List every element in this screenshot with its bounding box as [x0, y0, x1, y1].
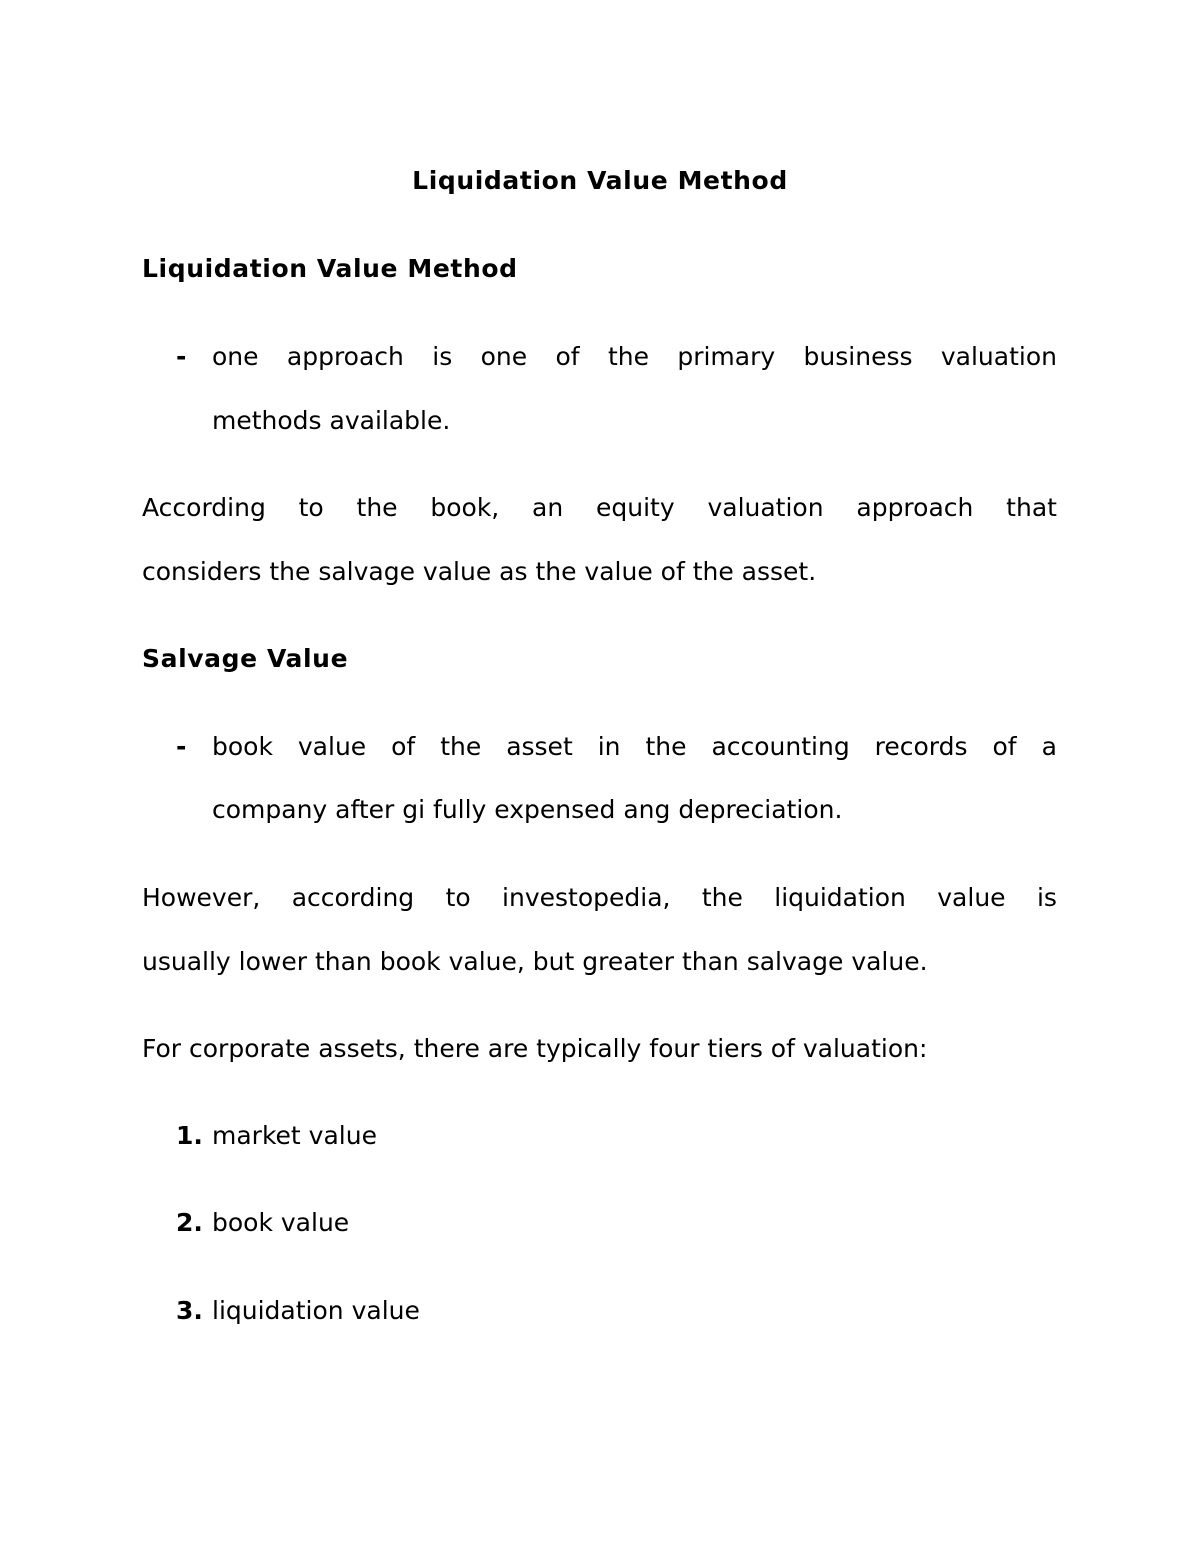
- paragraph-line: According to the book, an equity valuation approach that: [142, 493, 1057, 522]
- bullet-text-line: methods available.: [212, 406, 451, 435]
- list-number: 3.: [176, 1296, 203, 1325]
- paragraph-line: usually lower than book value, but greater than salvage value.: [142, 947, 928, 976]
- bullet-text-line: company after gi fully expensed ang depreciation.: [212, 795, 843, 824]
- list-item: liquidation value: [212, 1296, 420, 1325]
- list-item: book value: [212, 1208, 350, 1237]
- paragraph-line: However, according to investopedia, the liquidation value is: [142, 883, 1057, 912]
- list-number: 1.: [176, 1121, 203, 1150]
- bullet-text-line: book value of the asset in the accounting records of a: [212, 732, 1057, 761]
- paragraph-line: considers the salvage value as the value of the asset.: [142, 557, 817, 586]
- section-heading-liquidation: Liquidation Value Method: [142, 254, 518, 283]
- list-item: market value: [212, 1121, 377, 1150]
- document-title: Liquidation Value Method: [412, 166, 788, 195]
- section-heading-salvage: Salvage Value: [142, 644, 349, 673]
- bullet-marker: -: [176, 342, 187, 371]
- bullet-text-line: one approach is one of the primary business valuation: [212, 342, 1057, 371]
- bullet-marker: -: [176, 732, 187, 761]
- paragraph-line: For corporate assets, there are typically four tiers of valuation:: [142, 1034, 928, 1063]
- list-number: 2.: [176, 1208, 203, 1237]
